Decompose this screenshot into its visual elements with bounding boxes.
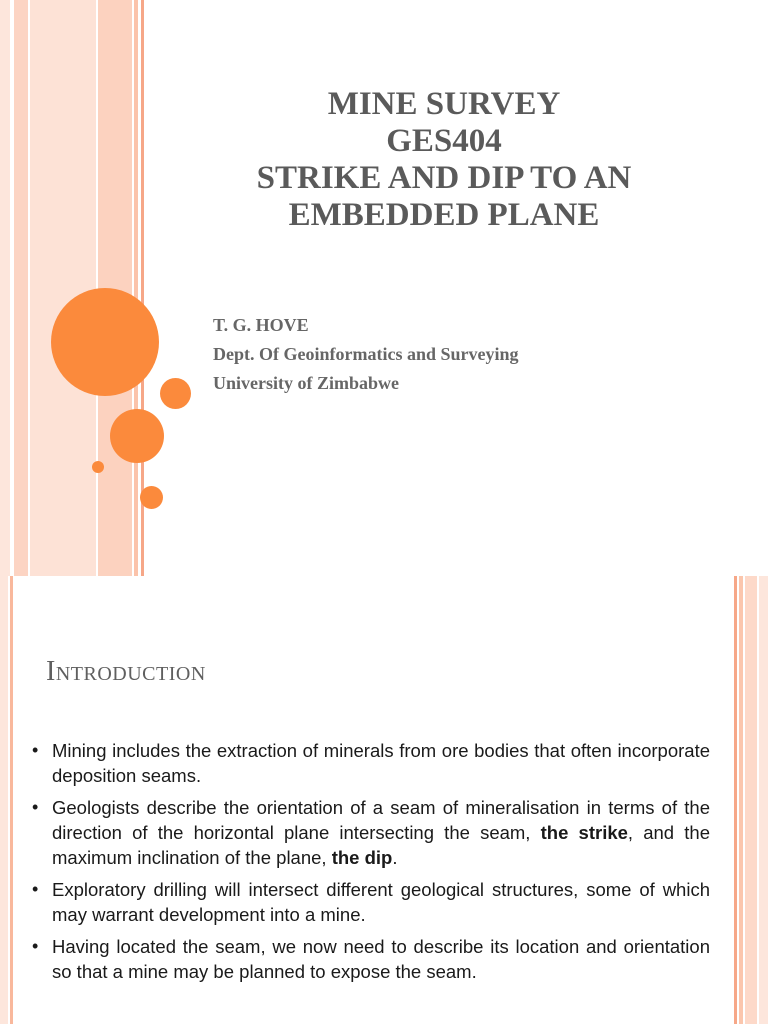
decor-stripe <box>739 576 743 1024</box>
list-item <box>30 877 710 927</box>
title-line: STRIKE AND DIP TO AN <box>256 160 632 196</box>
list-item <box>30 934 710 984</box>
decor-circle <box>160 378 191 409</box>
decor-stripe <box>0 0 10 576</box>
bullet-text: Having located the seam, we now need to describe its location and orientation so that a mine may be planned to expose the seam. <box>52 936 710 982</box>
bullet-text: Geologists describe the orientation of a seam of mineralisation in terms of the direction of the horizontal plane intersecting the seam, <box>52 797 710 843</box>
decor-circle <box>110 409 164 463</box>
decor-circle <box>140 486 163 509</box>
list-item <box>30 795 710 870</box>
decor-circle-large <box>51 288 159 396</box>
bullet-bold-term: the dip <box>331 847 393 868</box>
bullet-icon: • <box>32 797 39 817</box>
author-university: University of Zimbabwe <box>213 373 399 393</box>
author-department: Dept. Of Geoinformatics and Surveying <box>213 344 519 364</box>
introduction-slide <box>0 576 768 1024</box>
bullet-bold-term: the strike <box>540 822 628 843</box>
decor-stripe <box>745 576 757 1024</box>
author-block <box>213 311 519 398</box>
bullet-list <box>30 738 710 991</box>
decor-circle-small <box>92 461 104 473</box>
bullet-icon: • <box>32 879 39 899</box>
bullet-icon: • <box>32 936 39 956</box>
decor-stripe <box>0 576 8 1024</box>
decor-stripe <box>14 0 28 576</box>
decor-stripe <box>734 576 737 1024</box>
bullet-text: Mining includes the extraction of minerals from ore bodies that often incorporate deposition seams. <box>52 740 710 786</box>
decor-stripe <box>30 0 96 576</box>
list-item <box>30 738 710 788</box>
title-line: EMBEDDED PLANE <box>288 197 600 233</box>
bullet-text: Exploratory drilling will intersect different geological structures, some of which may warrant development into a mine. <box>52 879 710 925</box>
author-name: T. G. HOVE <box>213 315 309 335</box>
decor-stripe <box>134 0 138 576</box>
slide-heading: Introduction <box>46 656 206 687</box>
decor-stripe <box>10 576 13 1024</box>
bullet-text: . <box>392 847 398 868</box>
bullet-icon: • <box>32 740 39 760</box>
title-line: GES404 <box>386 123 502 159</box>
decor-stripe <box>759 576 768 1024</box>
title-line: MINE SURVEY <box>327 86 561 122</box>
slide-title <box>160 86 728 234</box>
bullet-text: , and the maximum inclination of the plane, <box>52 822 710 868</box>
